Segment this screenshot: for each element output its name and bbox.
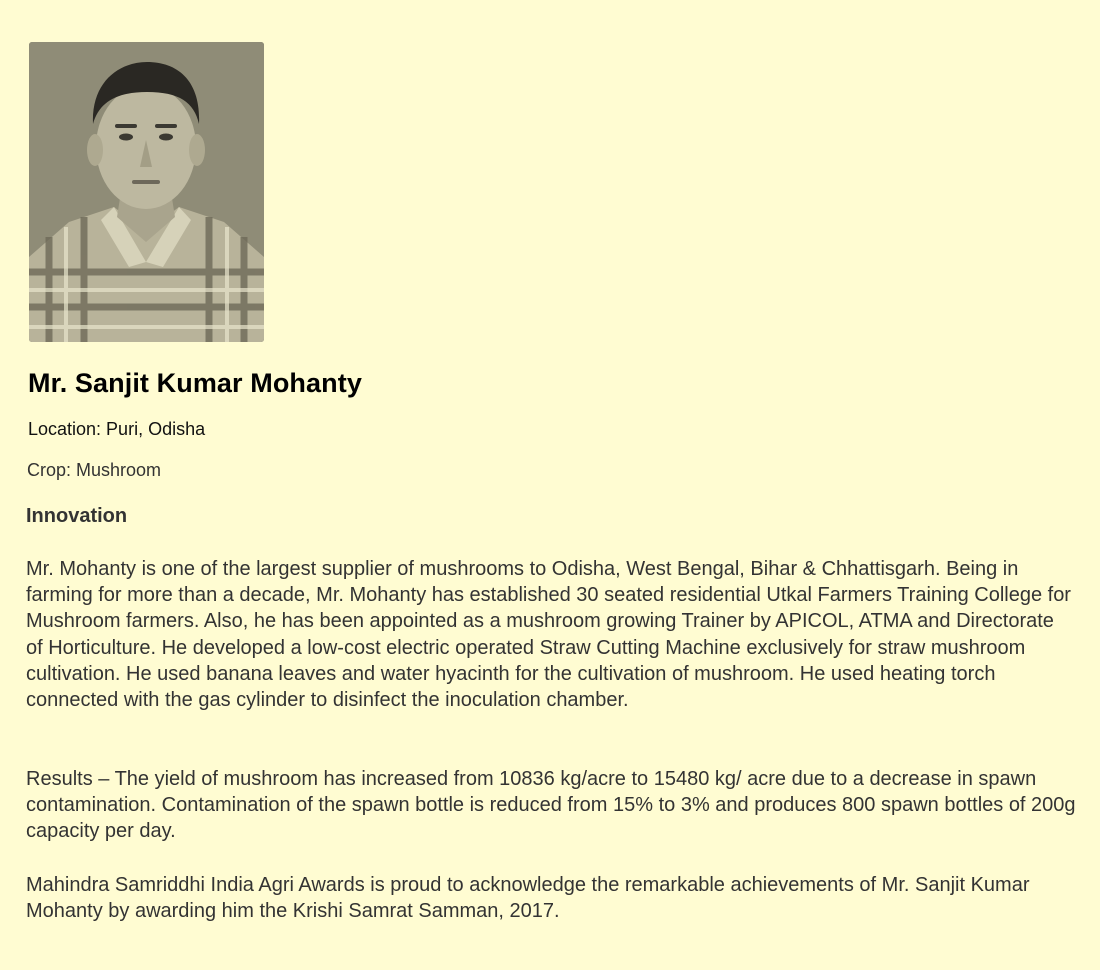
award-paragraph: Mahindra Samriddhi India Agri Awards is proud to acknowledge the remarkable achievements of Mr. Sanjit Kumar Mohanty by awarding him the Krishi Samrat Samman, 2017. — [26, 874, 1030, 923]
person-name: Mr. Sanjit Kumar Mohanty — [28, 368, 362, 398]
crop-text: Crop: Mushroom — [27, 460, 162, 480]
results-paragraph: Results – The yield of mushroom has increased from 10836 kg/acre to 15480 kg/ acre due to a decrease in spawn contamination. Contamination of the spawn bottle is reduced from 15% to 3% and produces 800 spawn bottles of 200g capacity per day. — [26, 768, 1076, 843]
location-text: Location: Puri, Odisha — [28, 419, 206, 439]
portrait-image — [29, 42, 264, 342]
innovation-paragraph: Mr. Mohanty is one of the largest supplier of mushrooms to Odisha, West Bengal, Bihar & Chhattisgarh. Being in farming for more than a decade, Mr. Mohanty has established 30 seated residential Utkal Farmers Training College for Mushroom farmers. Also, he has been appointed as a mushroom growing Trainer by APICOL, ATMA and Directorate of Horticulture. He developed a low-cost electric operated Straw Cutting Machine exclusively for straw mushroom cultivation. He used banana leaves and water hyacinth for the cultivation of mushroom. He used heating torch connected with the gas cylinder to disinfect the inoculation chamber. — [26, 558, 1071, 712]
innovation-heading: Innovation — [26, 505, 128, 527]
portrait-photo — [29, 42, 264, 342]
